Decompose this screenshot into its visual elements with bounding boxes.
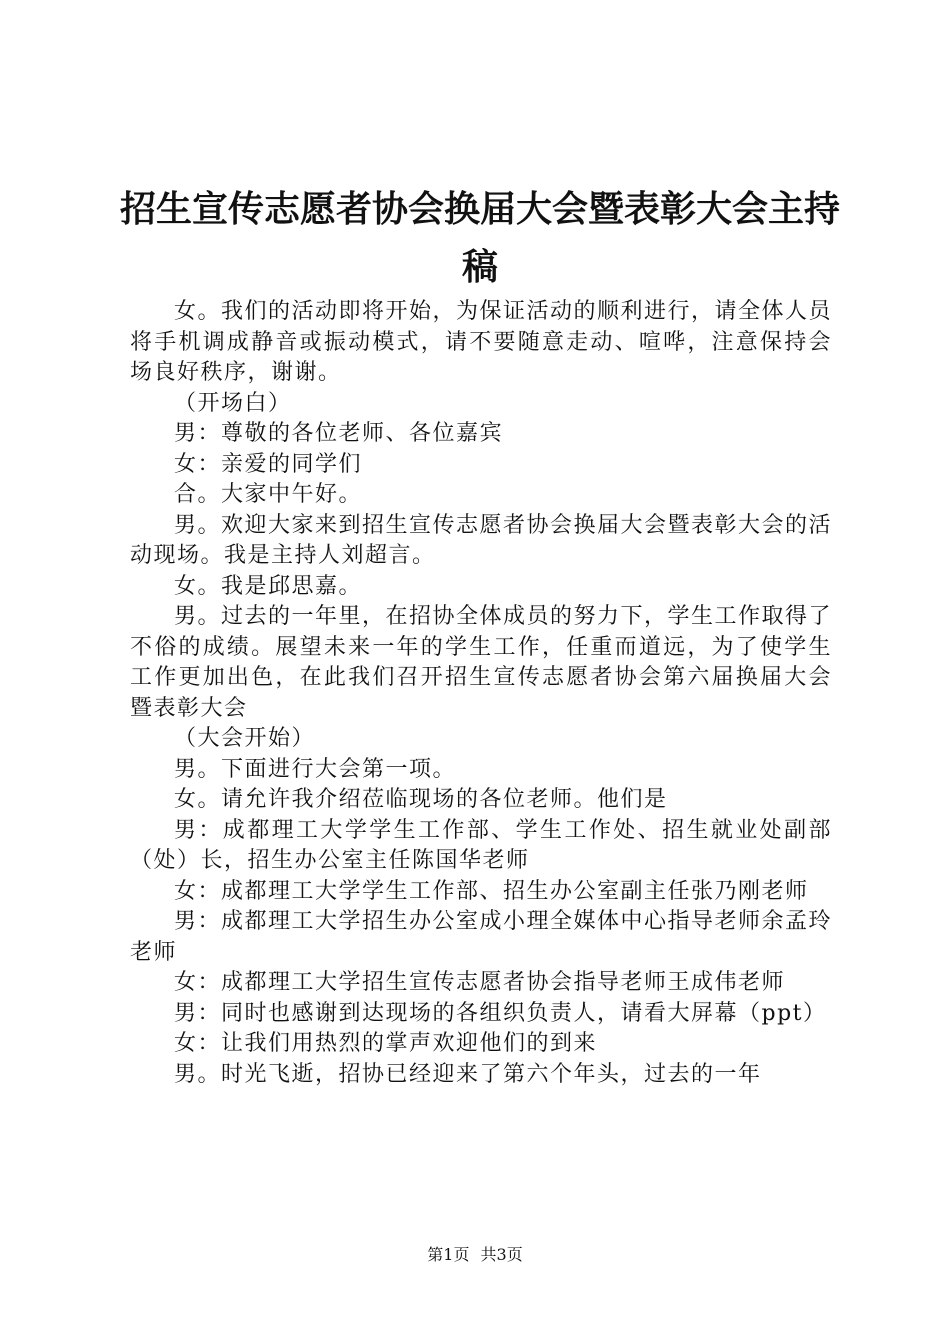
paragraph: 女。我是邱思嘉。 xyxy=(174,573,363,599)
document-body xyxy=(130,297,832,1090)
paragraph: 女：成都理工大学学生工作部、招生办公室副主任张乃刚老师 xyxy=(174,878,809,904)
paragraph: 女：成都理工大学招生宣传志愿者协会指导老师王成伟老师 xyxy=(174,970,786,995)
paragraph: （大会开始） xyxy=(174,726,316,751)
paragraph: 女。我们的活动即将开始，为保证活动的顺利进行，请全体人员将手机调成静音或振动模式，请不要随意走动、喧哗，注意保持会场良好秩序，谢谢。 xyxy=(130,299,833,385)
paragraph: 女：亲爱的同学们 xyxy=(174,451,363,477)
paragraph: 男：尊敬的各位老师、各位嘉宾 xyxy=(174,421,504,446)
paragraph: 男。过去的一年里，在招协全体成员的努力下，学生工作取得了不俗的成绩。展望未来一年的学生工作，任重而道远，为了使学生工作更加出色，在此我们召开招生宣传志愿者协会第六届换届大会暨表彰大会 xyxy=(130,604,833,721)
document-title-line1: 招生宣传志愿者协会换届大会暨表彰大会主持 xyxy=(119,189,840,230)
paragraph: 合。大家中午好。 xyxy=(174,482,363,507)
page-number: 第1页 xyxy=(427,1245,470,1264)
page-footer xyxy=(0,1245,950,1265)
paragraph: （开场白） xyxy=(174,390,292,416)
paragraph: 男。下面进行大会第一项。 xyxy=(174,756,457,782)
paragraph: 男：同时也感谢到达现场的各组织负责人，请看大屏幕（ppt） xyxy=(174,1000,827,1026)
page-total: 共3页 xyxy=(480,1245,523,1264)
paragraph: 男：成都理工大学招生办公室成小理全媒体中心指导老师余孟玲老师 xyxy=(130,909,833,965)
paragraph: 男。时光飞逝，招协已经迎来了第六个年头，过去的一年 xyxy=(174,1061,762,1087)
document-title-line2: 稿 xyxy=(461,247,498,288)
paragraph: 男：成都理工大学学生工作部、学生工作处、招生就业处副部（处）长，招生办公室主任陈国华老师 xyxy=(130,817,832,873)
paragraph: 男。欢迎大家来到招生宣传志愿者协会换届大会暨表彰大会的活动现场。我是主持人刘超言。 xyxy=(130,512,833,568)
paragraph: 女。请允许我介绍莅临现场的各位老师。他们是 xyxy=(174,787,668,812)
paragraph: 女：让我们用热烈的掌声欢迎他们的到来 xyxy=(174,1031,598,1056)
